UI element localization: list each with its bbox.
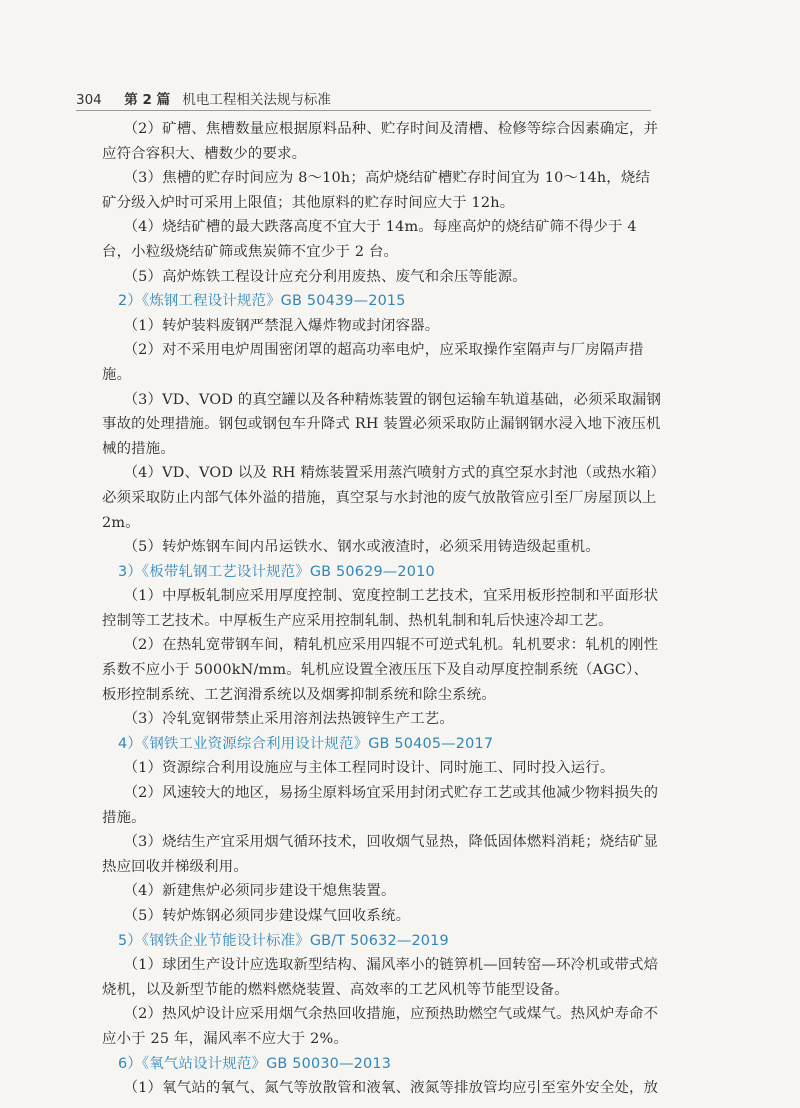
header-divider [76, 110, 651, 111]
paragraph: （4）新建焦炉必须同步建设干熄焦装置。 [123, 883, 396, 900]
section-heading: 6）《氧气站设计规范》GB 50030—2013 [118, 1055, 392, 1072]
paragraph: （4）烧结矿槽的最大跌落高度不宜大于 14m。每座高炉的烧结矿筛不得少于 4 台，小粒级烧结矿筛或焦炭筛不宜少于 2 台。 [102, 219, 637, 260]
paragraph: （2）矿槽、焦槽数量应根据原料品种、贮存时间及清槽、检修等综合因素确定，并应符合容积大、槽数少的要求。 [102, 121, 659, 162]
paragraph: （2）对不采用电炉周围密闭罩的超高功率电炉，应采取操作室隔声与厂房隔声措施。 [102, 342, 644, 383]
paragraph: （1）氧气站的氧气、氮气等放散管和液氧、液氮等排放管均应引至室外安全处，放 [123, 1080, 659, 1097]
paragraph: （1）中厚板轧制应采用厚度控制、宽度控制工艺技术，宜采用板形控制和平面形状控制等工艺技术。中厚板生产应采用控制轧制、热机轧制和轧后快速冷却工艺。 [102, 588, 659, 629]
paragraph: （5）转炉炼钢必须同步建设煤气回收系统。 [123, 908, 411, 924]
paragraph: （2）热风炉设计应采用烟气余热回收措施，应预热助燃空气或煤气。热风炉寿命不应小于 25 年，漏风率不应大于 2%。 [102, 1006, 659, 1047]
section-heading: 5）《钢铁企业节能设计标准》GB/T 50632—2019 [118, 932, 449, 949]
paragraph: （1）球团生产设计应选取新型结构、漏风率小的链箅机—回转窑—环冷机或带式焙烧机，以及新型节能的燃料燃烧装置、高效率的工艺风机等节能型设备。 [102, 957, 659, 998]
paragraph: （2）在热轧宽带钢车间，精轧机应采用四辊不可逆式轧机。轧机要求：轧机的刚性系数不应小于 5000kN/mm。轧机应设置全液压压下及自动厚度控制系统（AGC）、板形控制系统、工艺润滑系统以及烟雾抑制系统和除尘系统。 [102, 637, 659, 703]
body-text [102, 117, 662, 1101]
section-heading: 4）《钢铁工业资源综合利用设计规范》GB 50405—2017 [118, 735, 494, 752]
paragraph: （3）烧结生产宜采用烟气循环技术，回收烟气显热，降低固体燃料消耗；烧结矿显热应回收并梯级利用。 [102, 834, 659, 875]
paragraph: （5）转炉炼钢车间内吊运铁水、钢水或液渣时，必须采用铸造级起重机。 [123, 539, 600, 556]
paragraph: （1）资源综合利用设施应与主体工程同时设计、同时施工、同时投入运行。 [123, 760, 615, 777]
section-heading: 3）《板带轧钢工艺设计规范》GB 50629—2010 [118, 563, 435, 580]
paragraph: （2）风速较大的地区，易扬尘原料场宜采用封闭式贮存工艺或其他减少物料损失的措施。 [102, 785, 659, 826]
paragraph: （3）冷轧宽钢带禁止采用溶剂法热镀锌生产工艺。 [123, 711, 454, 728]
header-title: 机电工程相关法规与标准 [182, 92, 331, 108]
part-label: 第 2 篇 [124, 92, 171, 108]
paragraph: （5）高炉炼铁工程设计应充分利用废热、废气和余压等能源。 [123, 268, 527, 285]
section-heading: 2）《炼钢工程设计规范》GB 50439—2015 [118, 293, 406, 310]
page-number: 304 [76, 92, 102, 108]
paragraph: （3）焦槽的贮存时间应为 8～10h；高炉烧结矿槽贮存时间宜为 10～14h，烧结矿分级入炉时可采用上限值；其他原料的贮存时间应大于 12h。 [102, 170, 651, 211]
paragraph: （1）转炉装料废钢严禁混入爆炸物或封闭容器。 [123, 317, 440, 334]
paragraph: （4）VD、VOD 以及 RH 精炼装置采用蒸汽喷射方式的真空泵水封池（或热水箱）必须采取防止内部气体外溢的措施，真空泵与水封池的废气放散管应引至厂房屋顶以上 2m。 [102, 465, 658, 531]
paragraph: （3）VD、VOD 的真空罐以及各种精炼装置的钢包运输车轨道基础，必须采取漏钢事故的处理措施。钢包或钢包车升降式 RH 装置必须采取防止漏钢钢水浸入地下液压机械的措施。 [102, 391, 662, 457]
running-header [76, 88, 676, 110]
